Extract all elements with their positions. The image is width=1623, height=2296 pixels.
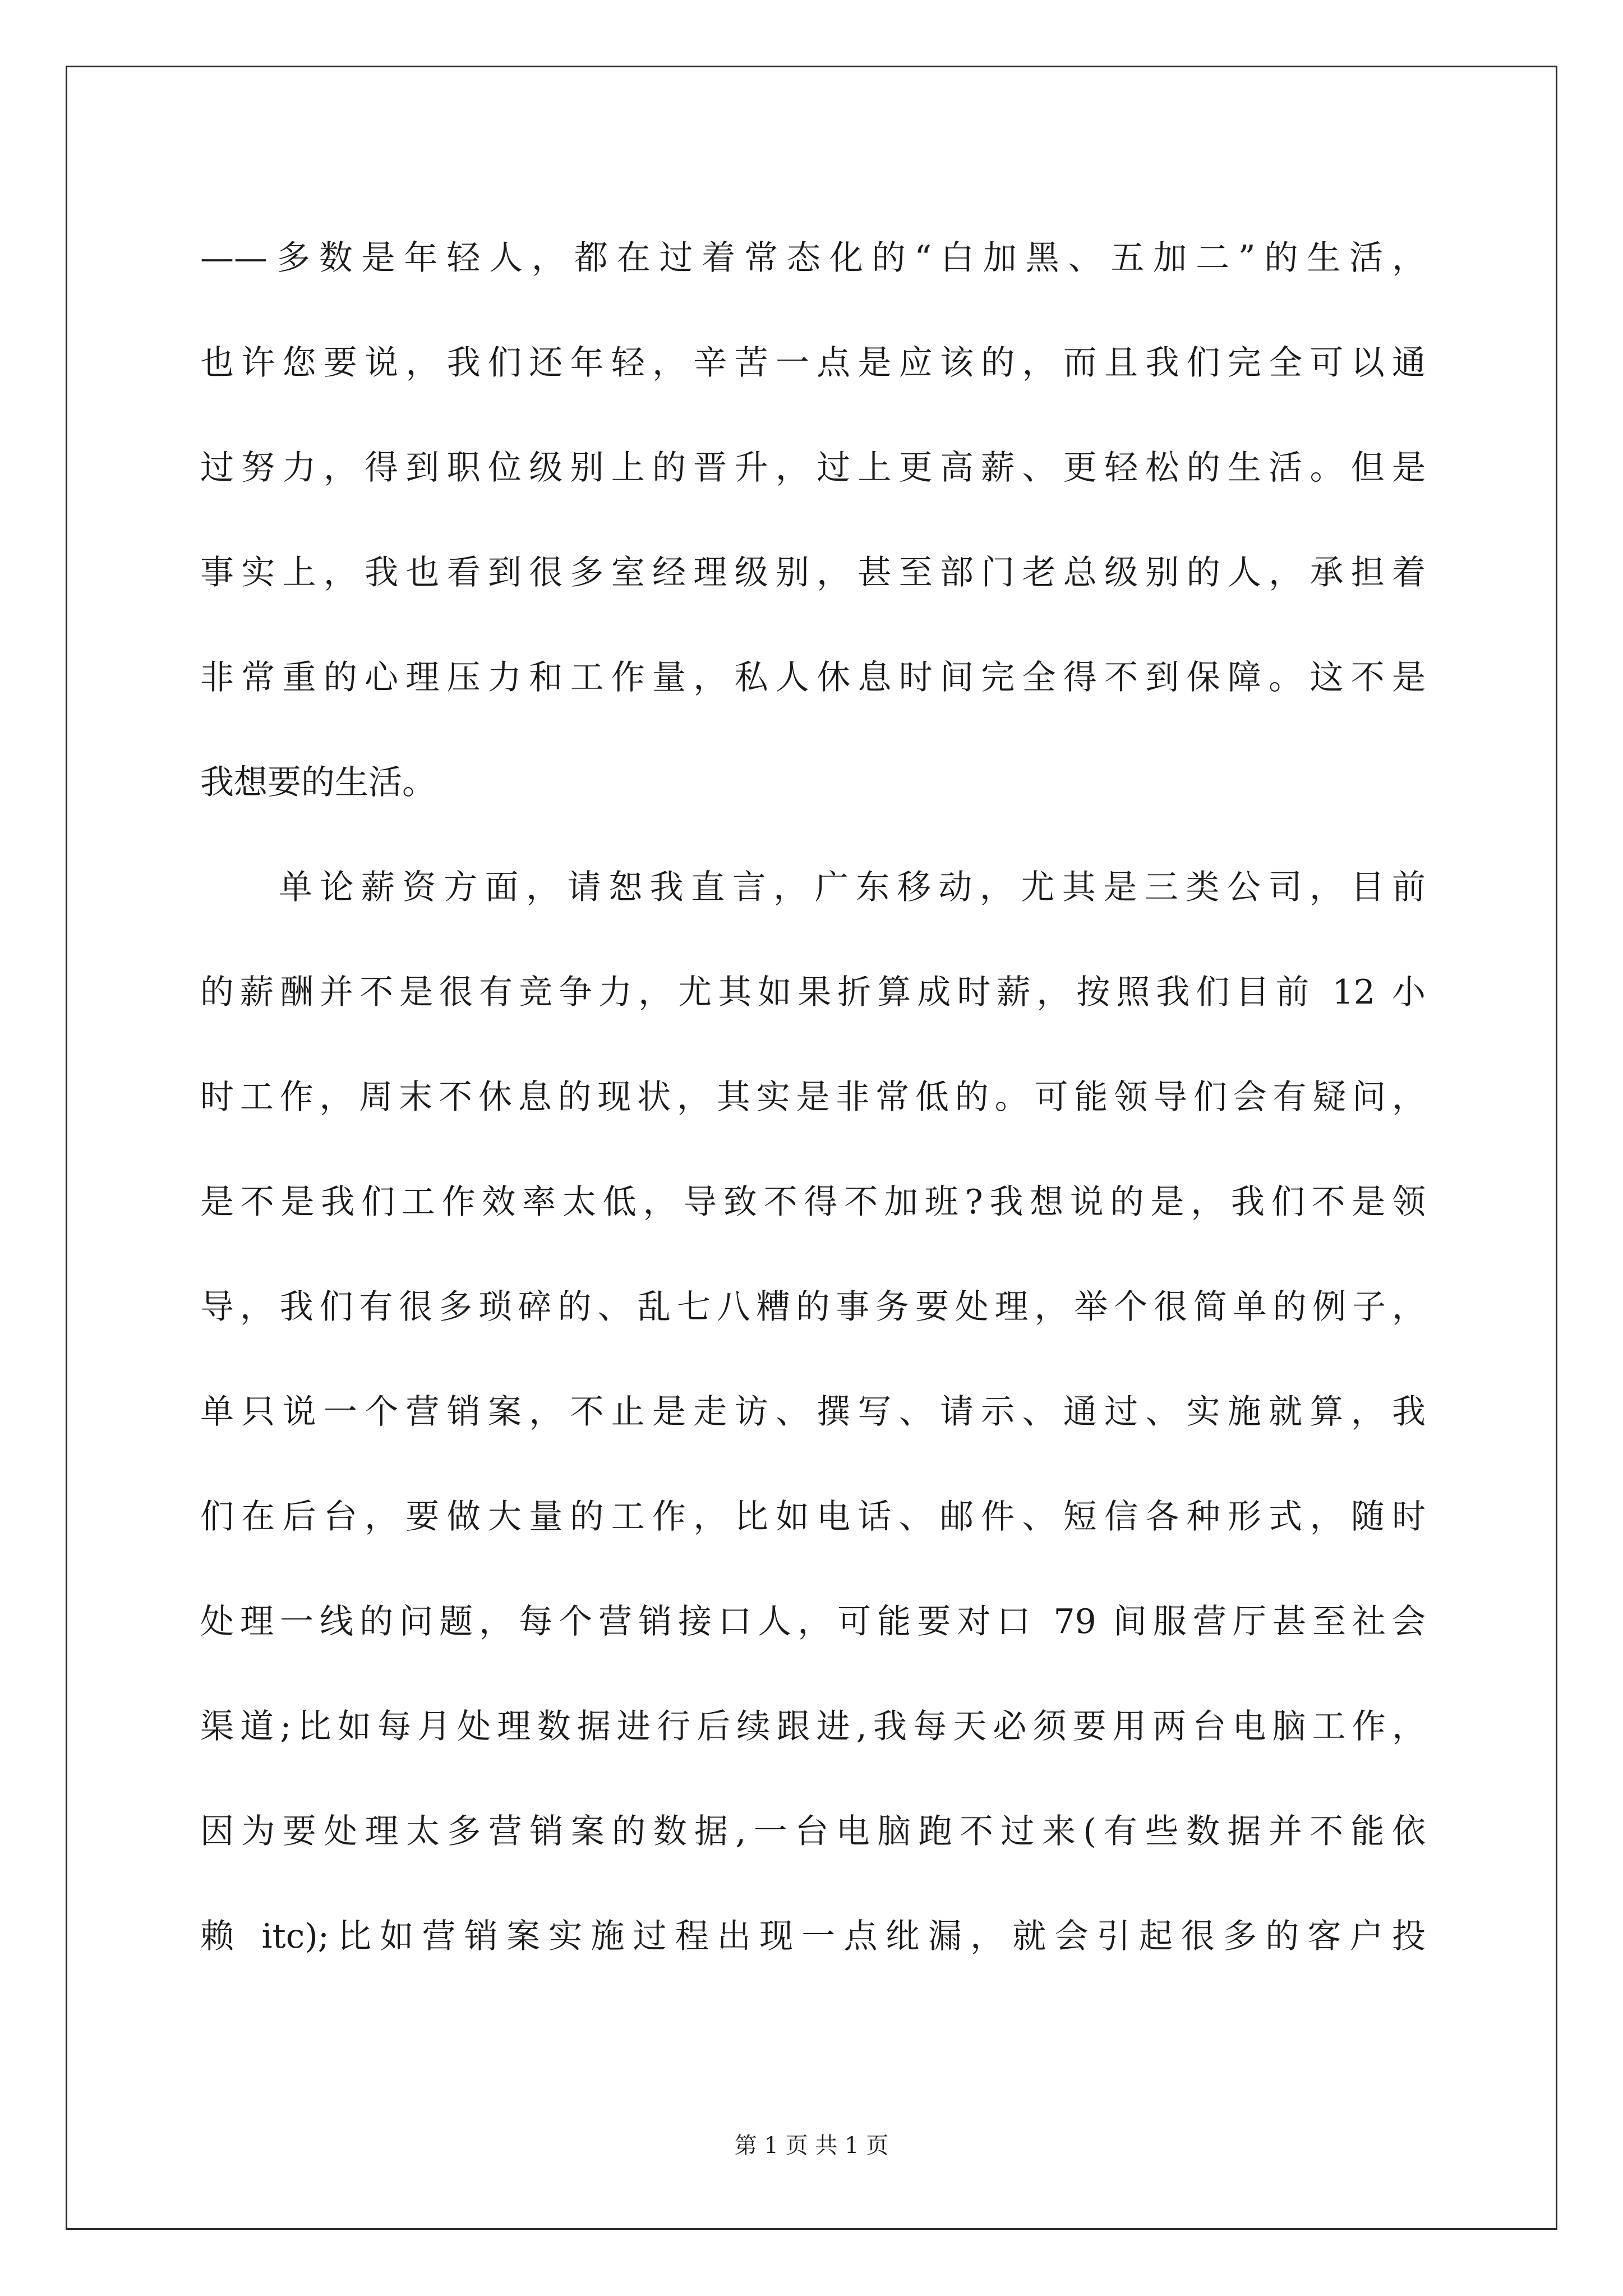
text-line: 单论薪资方面，请恕我直言，广东移动，尤其是三类公司，目前 (279, 868, 1426, 907)
text-line: 非常重的心理压力和工作量，私人休息时间完全得不到保障。这不是 (200, 658, 1426, 697)
document-body (200, 216, 1426, 1999)
text-line: 处理一线的问题，每个营销接口人，可能要对口 79 间服营厅甚至社会 (200, 1602, 1426, 1641)
text-line: 导，我们有很多琐碎的、乱七八糟的事务要处理，举个很简单的例子， (200, 1287, 1426, 1327)
text-line: 单只说一个营销案，不止是走访、撰写、请示、通过、实施就算，我 (200, 1392, 1426, 1432)
text-line: 赖 itc);比如营销案实施过程出现一点纰漏，就会引起很多的客户投 (200, 1917, 1426, 1956)
text-line: 我想要的生活。 (200, 763, 436, 802)
text-line: ——多数是年轻人，都在过着常态化的“白加黑、五加二”的生活， (200, 238, 1426, 278)
text-line: 事实上，我也看到很多室经理级别，甚至部门老总级别的人，承担着 (200, 553, 1426, 592)
text-line: 因为要处理太多营销案的数据,一台电脑跑不过来(有些数据并不能依 (200, 1812, 1426, 1851)
text-line: 们在后台，要做大量的工作，比如电话、邮件、短信各种形式，随时 (200, 1497, 1426, 1536)
text-line: 时工作，周末不休息的现状，其实是非常低的。可能领导们会有疑问， (200, 1078, 1426, 1117)
text-line: 的薪酬并不是很有竞争力，尤其如果折算成时薪，按照我们目前 12 小 (200, 973, 1426, 1012)
text-line: 渠道;比如每月处理数据进行后续跟进,我每天必须要用两台电脑工作， (200, 1707, 1426, 1746)
text-line: 是不是我们工作效率太低，导致不得不加班?我想说的是，我们不是领 (200, 1182, 1426, 1222)
text-line: 过努力，得到职位级别上的晋升，过上更高薪、更轻松的生活。但是 (200, 448, 1426, 487)
text-line: 也许您要说，我们还年轻，辛苦一点是应该的，而且我们完全可以通 (200, 343, 1426, 383)
page-number: 第 1 页 共 1 页 (734, 2133, 889, 2159)
